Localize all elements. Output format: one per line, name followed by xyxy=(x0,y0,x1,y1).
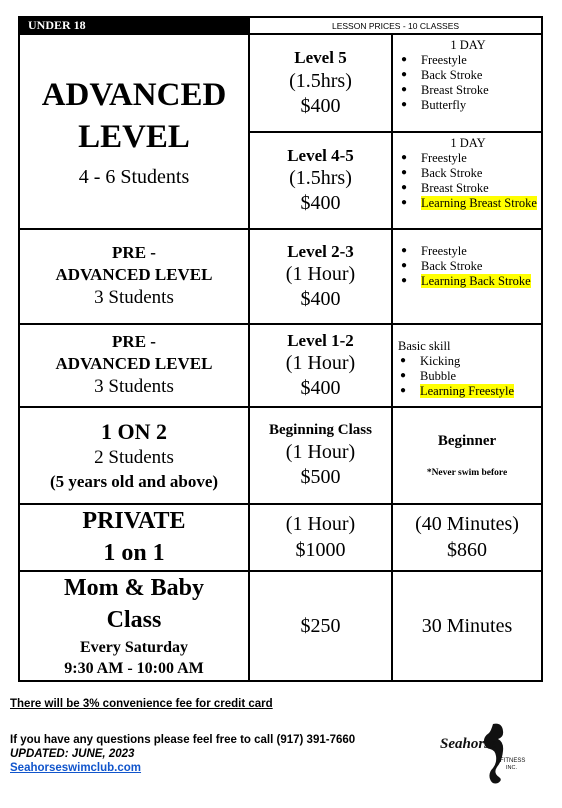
level-title: Level 1-2 xyxy=(287,330,354,350)
mom-baby-price-cell xyxy=(249,571,392,681)
level-duration: (1.5hrs) xyxy=(289,69,352,92)
basic-skill-label: Basic skill xyxy=(398,339,451,353)
advanced-student-count: 4 - 6 Students xyxy=(78,166,190,189)
highlighted-skill: Learning Freestyle xyxy=(420,384,515,398)
list-item: ● Freestyle xyxy=(421,244,537,259)
highlighted-skill: Learning Breast Stroke xyxy=(421,196,537,210)
contact-phone-note: If you have any questions please feel free to call (917) 391-7660 xyxy=(10,734,356,746)
advanced-level-cell xyxy=(19,34,249,229)
day-label: 1 DAY xyxy=(450,136,486,150)
list-item: ● Back Stroke xyxy=(421,68,537,83)
schedule-day: Every Saturday xyxy=(80,638,188,656)
table-row xyxy=(19,407,542,504)
list-item xyxy=(420,384,537,399)
list-item: ● Freestyle xyxy=(421,151,537,166)
schedule-time: 9:30 AM - 10:00 AM xyxy=(64,660,204,678)
level-2-3-skills xyxy=(392,229,542,324)
level-title: Level 4-5 xyxy=(287,145,354,165)
level-2-3-cell xyxy=(249,229,392,324)
pre-advanced-cell xyxy=(19,229,249,324)
level-5-cell xyxy=(249,34,392,132)
private-price: $1000 xyxy=(295,539,346,562)
mom-baby-duration-cell xyxy=(392,571,542,681)
private-cell xyxy=(19,504,249,571)
level-duration: (1 Hour) xyxy=(285,352,356,375)
table-row xyxy=(19,34,542,132)
level-1-2-skills xyxy=(392,324,542,407)
private-40-price: $860 xyxy=(447,539,487,562)
updated-date: UPDATED: JUNE, 2023 xyxy=(10,748,135,760)
advanced-title-line2: LEVEL xyxy=(78,119,190,155)
private-40-min-cell xyxy=(392,504,542,571)
price-table xyxy=(18,16,543,682)
beginner-cell xyxy=(392,407,542,504)
private-hour-cell xyxy=(249,504,392,571)
advanced-title-line1: ADVANCED xyxy=(41,76,227,113)
list-item: ● Bubble xyxy=(420,369,537,384)
list-item xyxy=(421,274,537,289)
table-row xyxy=(19,571,542,681)
table-row xyxy=(19,504,542,571)
level-price: $500 xyxy=(300,465,341,488)
level-title: Beginning Class xyxy=(269,422,372,439)
mom-baby-cell xyxy=(19,571,249,681)
pre-advanced-title: ADVANCED LEVEL xyxy=(55,354,213,374)
list-item: ● Butterfly xyxy=(421,98,537,113)
svg-text:FITNESS: FITNESS xyxy=(500,758,526,764)
list-item xyxy=(421,196,537,211)
level-4-5-cell xyxy=(249,132,392,229)
table-row xyxy=(19,324,542,407)
level-1-2-cell xyxy=(249,324,392,407)
level-price: $400 xyxy=(300,288,341,311)
seahorse-icon xyxy=(436,718,546,788)
svg-text:INC.: INC. xyxy=(506,765,517,771)
private-subtitle: 1 on 1 xyxy=(103,540,165,567)
mom-baby-title: Mom & Baby xyxy=(64,574,204,601)
lesson-prices-header: LESSON PRICES - 10 CLASSES xyxy=(249,17,542,34)
day-label: 1 DAY xyxy=(450,38,486,52)
list-item: ● Back Stroke xyxy=(421,166,537,181)
level-title: Level 2-3 xyxy=(287,241,354,261)
private-duration: (1 Hour) xyxy=(285,513,356,536)
level-price: $400 xyxy=(300,94,341,117)
level-duration: (1 Hour) xyxy=(285,440,356,463)
age-requirement: (5 years old and above) xyxy=(49,472,219,492)
list-item: ● Breast Stroke xyxy=(421,83,537,98)
credit-card-fee-note: There will be 3% convenience fee for credit card xyxy=(10,698,273,710)
list-item: ● Kicking xyxy=(420,354,537,369)
pre-advanced-cell xyxy=(19,324,249,407)
under-18-label: UNDER 18 xyxy=(19,17,249,34)
private-title: PRIVATE xyxy=(82,508,186,534)
one-on-two-cell xyxy=(19,407,249,504)
table-row xyxy=(19,229,542,324)
mom-baby-price: $250 xyxy=(300,614,341,637)
logo-wordmark: Seahorse xyxy=(440,736,497,752)
level-price: $400 xyxy=(300,377,341,400)
level-duration: (1 Hour) xyxy=(285,263,356,286)
highlighted-skill: Learning Back Stroke xyxy=(421,274,531,288)
beginning-class-cell xyxy=(249,407,392,504)
mom-baby-class: Class xyxy=(106,607,162,634)
one-on-two-title: 1 ON 2 xyxy=(101,418,167,444)
student-count: 3 Students xyxy=(94,376,174,398)
private-40-duration: (40 Minutes) xyxy=(415,513,519,536)
level-4-5-skills xyxy=(392,132,542,229)
level-duration: (1.5hrs) xyxy=(289,167,352,190)
pre-advanced-title: ADVANCED LEVEL xyxy=(55,265,213,285)
seahorse-logo xyxy=(436,718,546,788)
level-price: $400 xyxy=(300,192,341,215)
level-title: Level 5 xyxy=(294,48,347,68)
pre-label: PRE - xyxy=(112,332,156,352)
never-swim-note: *Never swim before xyxy=(426,468,508,478)
level-5-skills xyxy=(392,34,542,132)
list-item: ● Breast Stroke xyxy=(421,181,537,196)
mom-baby-duration: 30 Minutes xyxy=(421,614,513,637)
student-count: 3 Students xyxy=(94,287,174,309)
list-item: ● Freestyle xyxy=(421,53,537,68)
list-item: ● Back Stroke xyxy=(421,259,537,274)
beginner-label: Beginner xyxy=(437,433,497,449)
pre-label: PRE - xyxy=(112,243,156,263)
student-count: 2 Students xyxy=(94,447,174,469)
table-header-row xyxy=(19,17,542,34)
website-link[interactable]: Seahorseswimclub.com xyxy=(10,762,142,774)
